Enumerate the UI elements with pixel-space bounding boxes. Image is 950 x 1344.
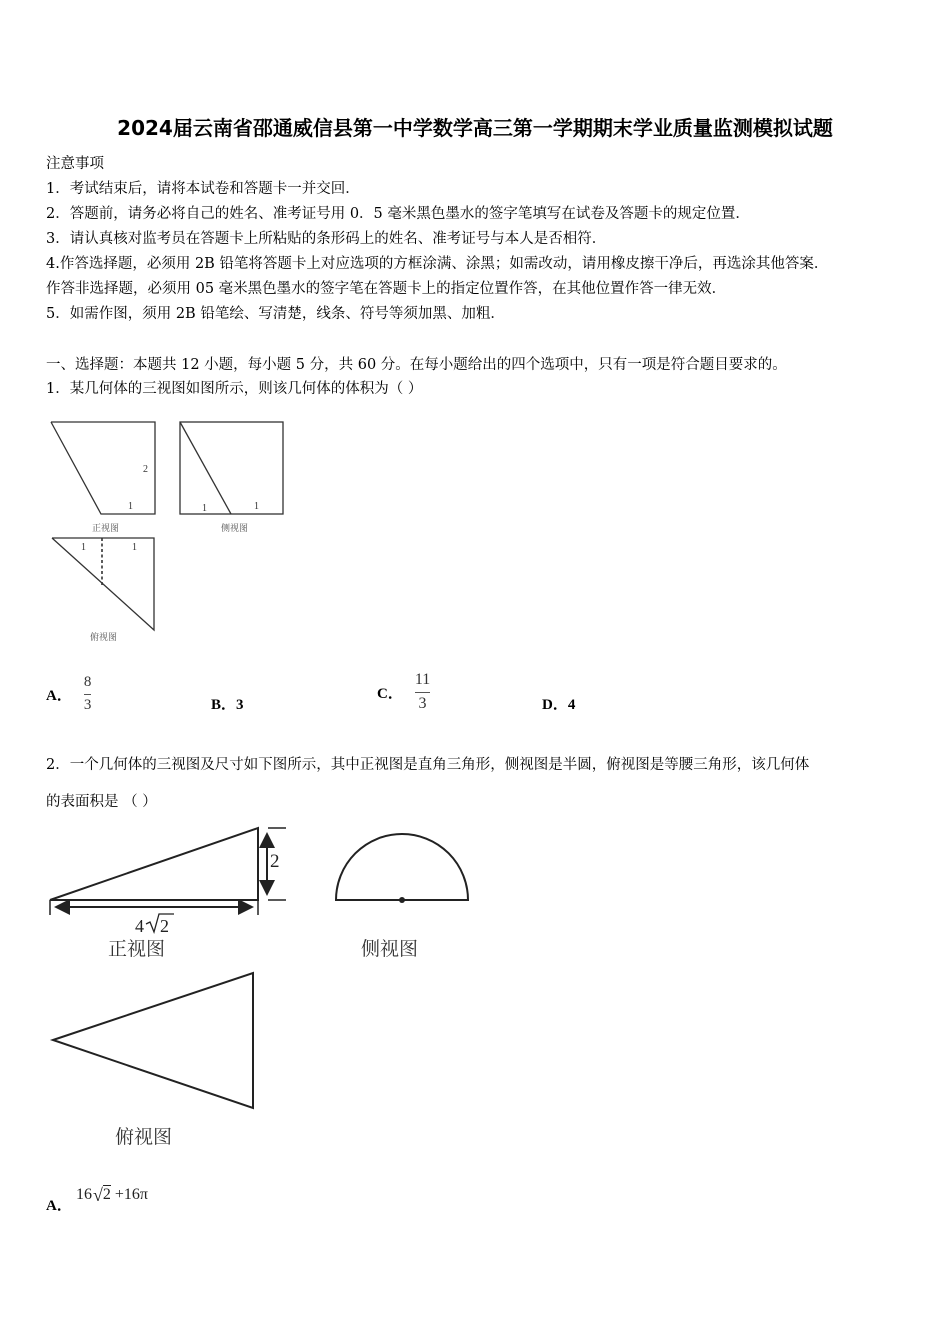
q1-option-d[interactable] xyxy=(542,693,575,714)
q2-option-a-label-wrap[interactable] xyxy=(46,1194,72,1215)
q2-option-a-sqrt: √ 2 xyxy=(93,1185,111,1205)
option-a-label: A． xyxy=(46,687,72,704)
note-4-cont: 作答非选择题，必须用 05 毫米黑色墨水的签字笔在答题卡上的指定位置作答，在其他位置作答一律无效． xyxy=(46,281,727,297)
note-3: 3．请认真核对监考员在答题卡上所粘贴的条形码上的姓名、准考证号与本人是否相符． xyxy=(46,231,607,247)
q2-three-view-figure xyxy=(40,818,500,1158)
side-dim-1a: 1 xyxy=(202,503,207,514)
question-1-stem: 1．某几何体的三视图如图所示，则该几何体的体积为（ ） xyxy=(46,381,423,397)
front-view-triangle xyxy=(50,828,258,900)
side-view-semicircle xyxy=(336,834,468,900)
q2-option-a-rest: +16π xyxy=(114,1186,148,1203)
q1-option-b[interactable] xyxy=(211,693,244,714)
option-a-denominator: 3 xyxy=(83,696,92,713)
note-5: 5．如需作图，须用 2B 铅笔绘、写清楚，线条、符号等须加黑、加粗． xyxy=(46,306,505,322)
top-dim-1b: 1 xyxy=(132,542,137,553)
side-view-shape xyxy=(180,422,283,514)
width-label-radicand: 2 xyxy=(160,916,169,936)
note-4: 4.作答选择题，必须用 2B 铅笔将答题卡上对应选项的方框涂满、涂黑；如需改动，请用橡皮擦干净后，再选涂其他答案． xyxy=(46,256,829,272)
q2-option-a-radicand: 2 xyxy=(102,1186,111,1204)
side-view-label: 侧视图 xyxy=(221,524,249,534)
q2-option-a-label: A． xyxy=(46,1198,72,1214)
option-b-value: 3 xyxy=(236,697,244,713)
front-view-shape xyxy=(51,422,155,514)
front-dim-1: 1 xyxy=(128,501,133,512)
q1-three-view-figure xyxy=(44,410,294,650)
top-view-triangle xyxy=(53,973,253,1108)
width-label-coef: 4 xyxy=(135,916,144,936)
question-2-stem-line1: 2．一个几何体的三视图及尺寸如下图所示，其中正视图是直角三角形，侧视图是半圆，俯视图是等腰三角形，该几何体 xyxy=(46,757,810,773)
side-dim-1b: 1 xyxy=(254,501,259,512)
option-c-denominator: 3 xyxy=(418,694,427,712)
notes-heading: 注意事项 xyxy=(46,156,104,172)
section-heading: 一、选择题：本题共 12 小题，每小题 5 分，共 60 分。在每小题给出的四个选项中，只有一项是符合题目要求的。 xyxy=(46,357,787,373)
top-view-label: 俯视图 xyxy=(90,633,118,643)
option-d-value: 4 xyxy=(567,697,576,713)
option-b-label: B． xyxy=(211,697,237,713)
q2-option-a-coef: 16 xyxy=(76,1186,92,1203)
q1-option-c[interactable] xyxy=(377,668,430,716)
option-c-label: C． xyxy=(377,685,403,702)
side-view-label: 侧视图 xyxy=(361,938,419,960)
q1-option-a[interactable] xyxy=(46,674,91,714)
note-2: 2．答题前，请务必将自己的姓名、准考证号用 0．5 毫米黑色墨水的签字笔填写在试卷及答题卡的规定位置． xyxy=(46,206,750,222)
height-label: 2 xyxy=(270,851,280,872)
page-title: 2024届云南省邵通威信县第一中学数学高三第一学期期末学业质量监测模拟试题 xyxy=(117,116,833,140)
option-c-fraction xyxy=(415,671,430,713)
option-d-label: D． xyxy=(542,697,568,713)
front-view-label: 正视图 xyxy=(108,938,166,960)
top-dim-1a: 1 xyxy=(81,542,86,553)
question-2-stem-line2: 的表面积是 （ ） xyxy=(46,794,157,810)
front-dim-2: 2 xyxy=(143,464,148,475)
q2-option-a-expression xyxy=(76,1180,148,1204)
option-a-fraction xyxy=(84,674,92,714)
option-c-numerator: 11 xyxy=(414,671,431,689)
top-view-shape xyxy=(52,538,154,630)
front-view-label: 正视图 xyxy=(92,524,120,534)
semicircle-center-dot xyxy=(399,897,405,903)
note-1: 1．考试结束后，请将本试卷和答题卡一并交回． xyxy=(46,181,360,197)
option-a-numerator: 8 xyxy=(83,674,92,691)
top-view-label: 俯视图 xyxy=(115,1126,173,1148)
